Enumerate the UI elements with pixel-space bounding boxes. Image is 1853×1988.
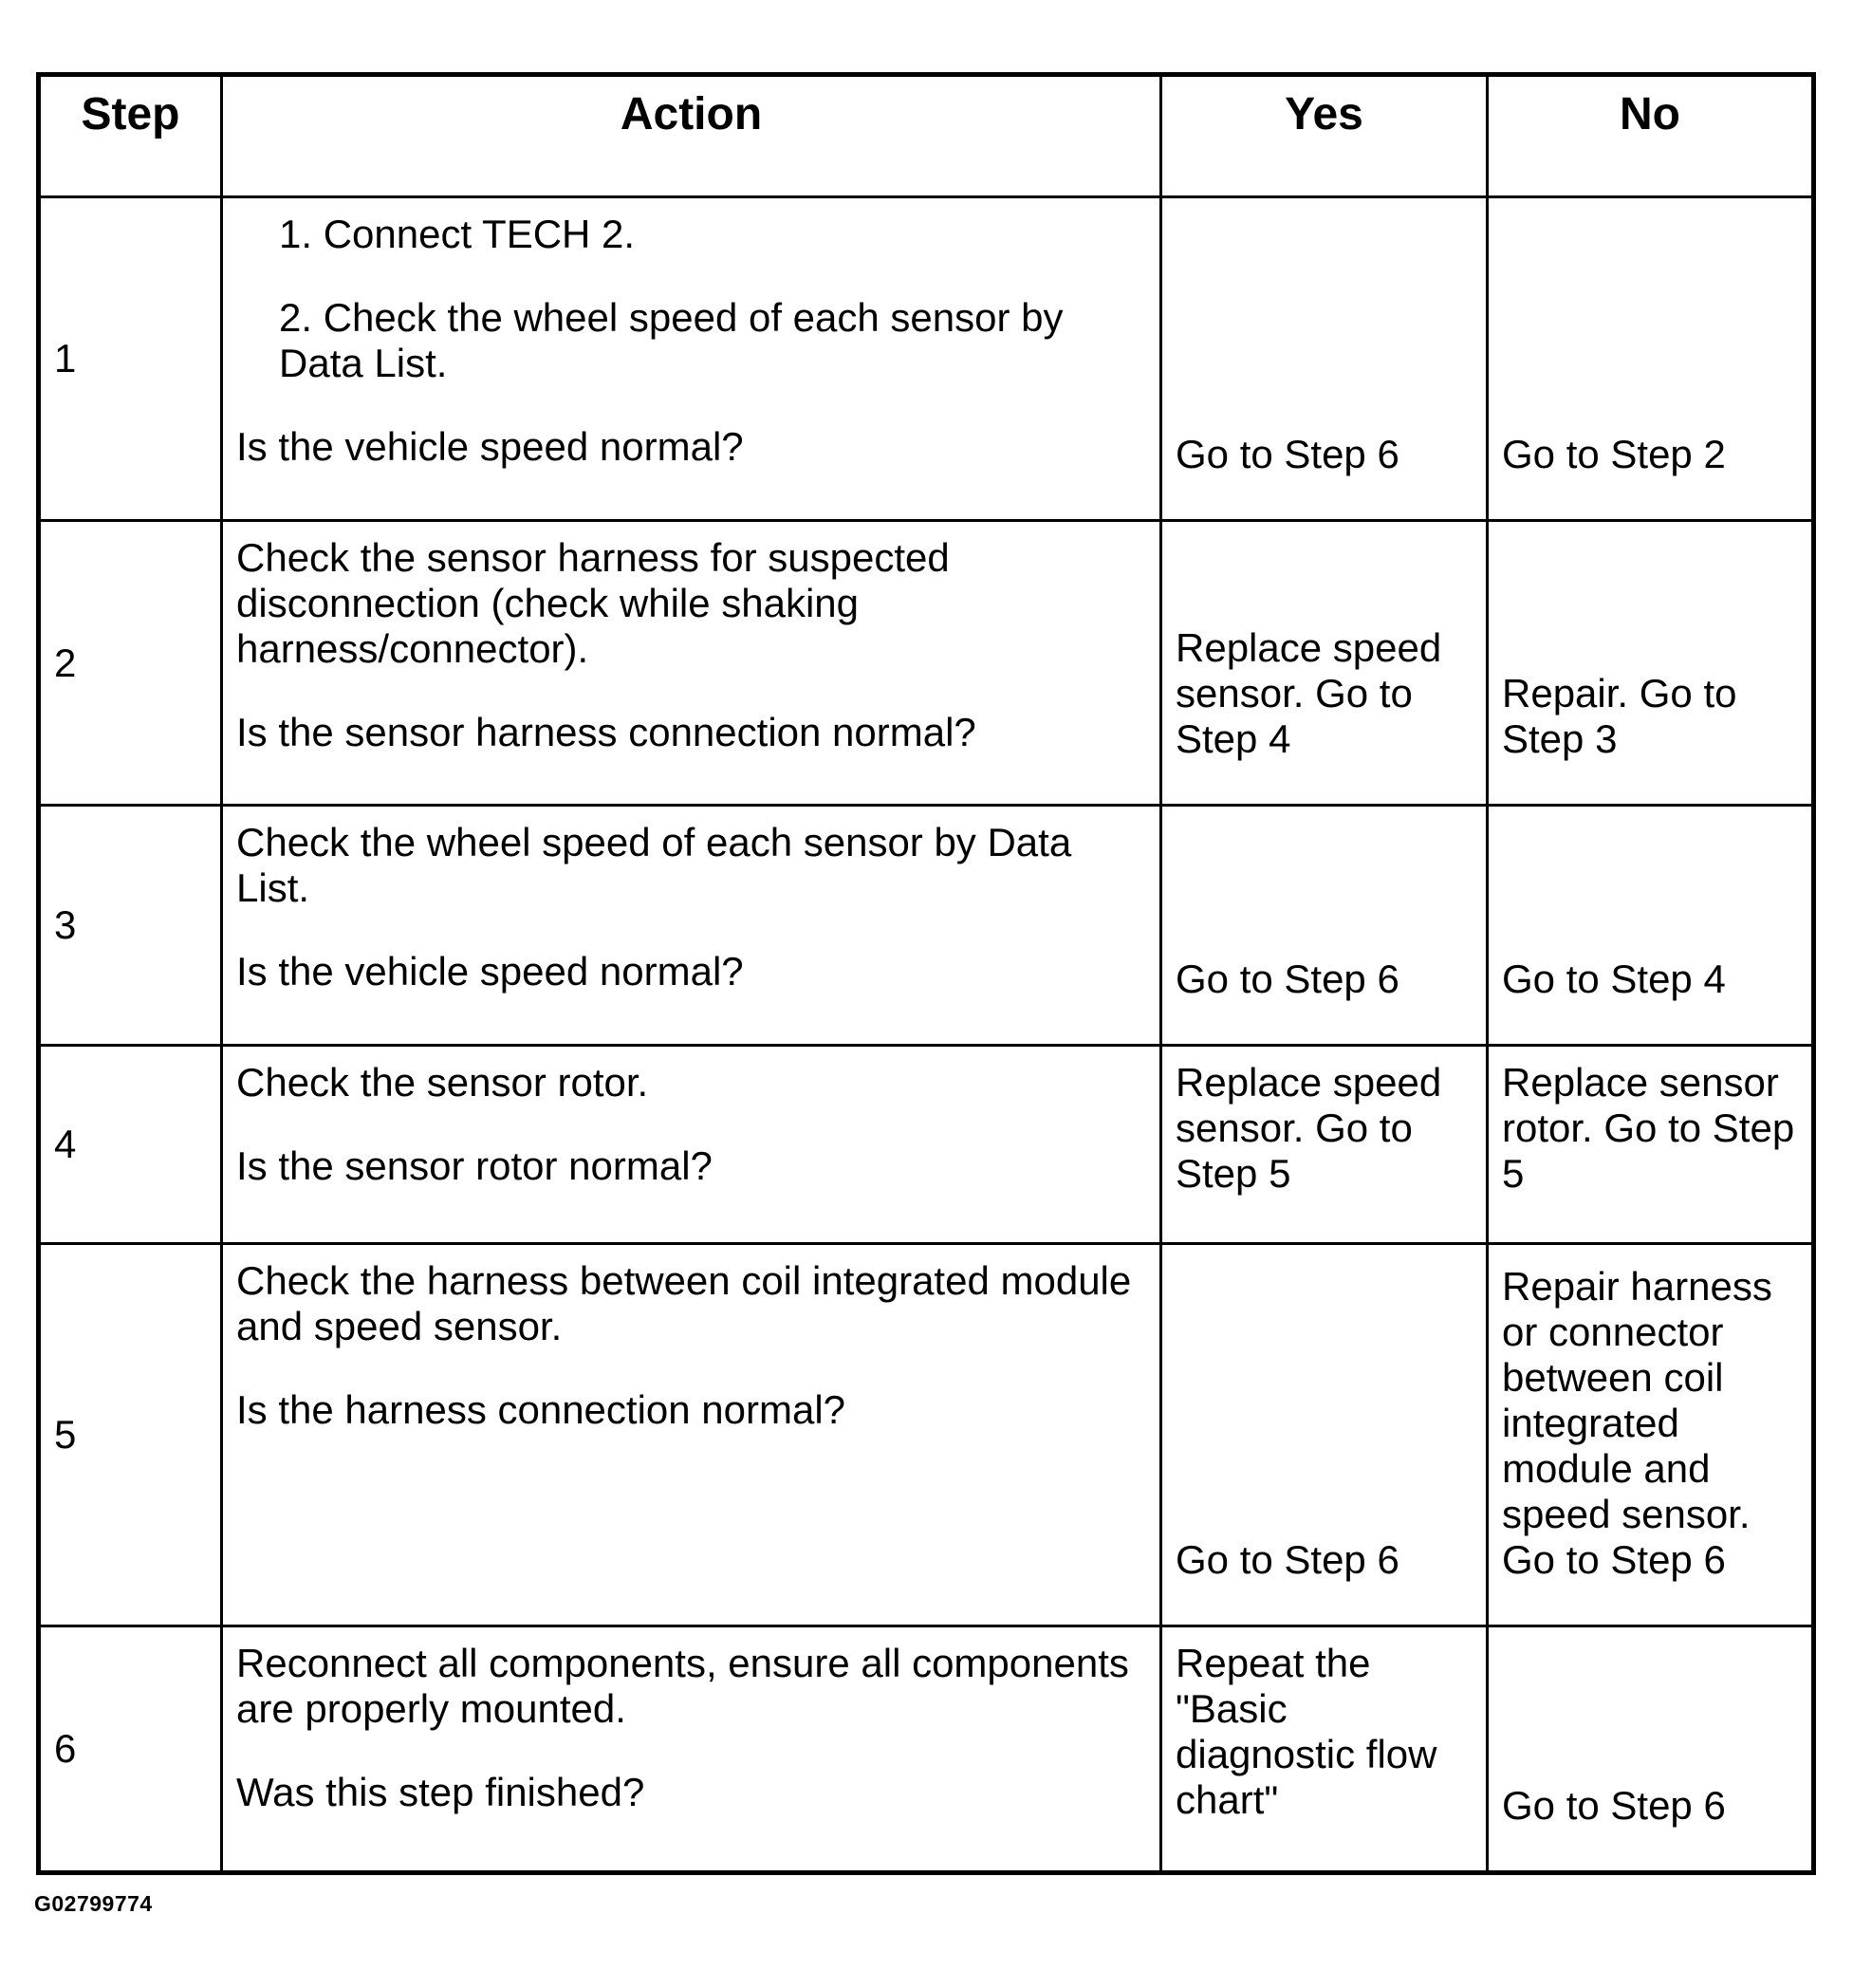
no-text: Go to Step 2	[1502, 432, 1726, 476]
no-cell	[1488, 1046, 1814, 1244]
header-row	[39, 75, 1814, 197]
action-question: Is the sensor rotor normal?	[236, 1143, 713, 1188]
yes-cell	[1161, 1046, 1488, 1244]
action-question: Is the harness connection normal?	[236, 1387, 846, 1432]
action-cell	[222, 1046, 1161, 1244]
action-text: Check the wheel speed of each sensor by Data List.	[236, 820, 1072, 910]
no-text: Repair harness or connector between coil integrated module and speed sensor. Go to Step 6	[1502, 1264, 1772, 1582]
table-row	[39, 521, 1814, 806]
figure-id: G02799774	[34, 1891, 153, 1916]
action-substep: 1. Connect TECH 2.	[279, 212, 636, 256]
action-text: Check the sensor rotor.	[236, 1060, 649, 1105]
table-row	[39, 197, 1814, 521]
action-cell	[222, 197, 1161, 521]
no-text: Repair. Go to Step 3	[1502, 671, 1737, 761]
no-text: Replace sensor rotor. Go to Step 5	[1502, 1060, 1795, 1196]
yes-cell	[1161, 1626, 1488, 1873]
no-cell	[1488, 521, 1814, 806]
header-yes: Yes	[1161, 75, 1488, 197]
header-no: No	[1488, 75, 1814, 197]
table-row	[39, 1244, 1814, 1626]
action-cell	[222, 1244, 1161, 1626]
yes-cell	[1161, 806, 1488, 1046]
action-question: Is the sensor harness connection normal?	[236, 710, 976, 754]
table-row	[39, 1046, 1814, 1244]
action-substep: 2. Check the wheel speed of each sensor by Data List.	[279, 295, 1064, 385]
no-cell	[1488, 806, 1814, 1046]
step-number: 3	[39, 806, 222, 1046]
action-substeps	[236, 212, 1146, 386]
action-text: Reconnect all components, ensure all components are properly mounted.	[236, 1641, 1129, 1731]
table-row	[39, 806, 1814, 1046]
no-text: Go to Step 6	[1502, 1783, 1726, 1828]
header-action: Action	[222, 75, 1161, 197]
action-cell	[222, 521, 1161, 806]
action-cell	[222, 1626, 1161, 1873]
yes-cell	[1161, 197, 1488, 521]
yes-text: Go to Step 6	[1176, 1537, 1399, 1582]
yes-text: Repeat the "Basic diagnostic flow chart"	[1176, 1641, 1437, 1822]
action-text: Check the harness between coil integrated module and speed sensor.	[236, 1258, 1132, 1348]
step-number: 2	[39, 521, 222, 806]
no-cell	[1488, 1626, 1814, 1873]
diagnostic-table	[36, 72, 1816, 1875]
step-number: 6	[39, 1626, 222, 1873]
action-question: Is the vehicle speed normal?	[236, 424, 744, 469]
action-question: Was this step finished?	[236, 1770, 645, 1814]
step-number: 5	[39, 1244, 222, 1626]
yes-text: Go to Step 6	[1176, 432, 1399, 476]
yes-cell	[1161, 521, 1488, 806]
action-cell	[222, 806, 1161, 1046]
table-row	[39, 1626, 1814, 1873]
no-text: Go to Step 4	[1502, 957, 1726, 1001]
yes-text: Go to Step 6	[1176, 957, 1399, 1001]
no-cell	[1488, 197, 1814, 521]
action-text: Check the sensor harness for suspected disconnection (check while shaking harness/connector).	[236, 535, 950, 671]
no-cell	[1488, 1244, 1814, 1626]
yes-text: Replace speed sensor. Go to Step 4	[1176, 625, 1442, 761]
action-question: Is the vehicle speed normal?	[236, 949, 744, 994]
header-step: Step	[39, 75, 222, 197]
step-number: 4	[39, 1046, 222, 1244]
yes-text: Replace speed sensor. Go to Step 5	[1176, 1060, 1442, 1196]
step-number: 1	[39, 197, 222, 521]
yes-cell	[1161, 1244, 1488, 1626]
